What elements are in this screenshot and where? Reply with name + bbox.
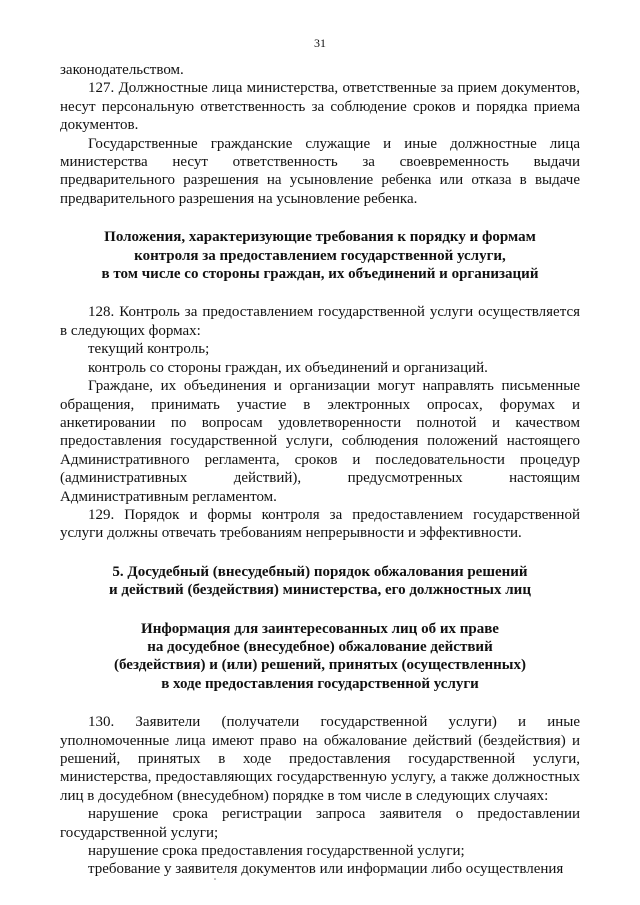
- heading-line: 5. Досудебный (внесудебный) порядок обжалования решений: [112, 563, 528, 580]
- page-number: 31: [314, 36, 326, 50]
- list-item-registration-deadline: нарушение срока регистрации запроса заявителя о предоставлении государственной услуги;: [60, 806, 580, 841]
- paragraph-130: 130. Заявители (получатели государственной услуги) и иные уполномоченные лица имеют право на обжалование действий (бездействия) и решений, принятых в ходе предоставления государственной услуги, министерства, предоставляющих государственную услугу, а также должностных лиц в досудебном (внесудебном) порядке в том числе в следующих случаях:: [60, 714, 580, 804]
- heading-line: (бездействия) и (или) решений, принятых (осуществленных): [114, 657, 526, 674]
- paragraph-civil-servants: Государственные гражданские служащие и иные должностные лица министерства несут ответственность за своевременность выдачи предварительного разрешения на усыновление ребенка или отказа в выдаче предварительного разрешения на усыновление ребенка.: [60, 135, 580, 207]
- paragraph-continuation: законодательством.: [60, 62, 184, 78]
- heading-line: Положения, характеризующие требования к порядку и формам: [104, 229, 536, 246]
- list-item-service-deadline: нарушение срока предоставления государственной услуги;: [88, 843, 465, 860]
- scan-speck: [214, 878, 216, 880]
- paragraph-128: 128. Контроль за предоставлением государственной услуги осуществляется в следующих формах:: [60, 304, 580, 339]
- list-item-public-control: контроль со стороны граждан, их объединений и организаций.: [88, 359, 488, 376]
- heading-appeal-information: [60, 620, 580, 694]
- heading-line: в том числе со стороны граждан, их объединений и организаций: [101, 266, 539, 283]
- heading-line: и действий (бездействия) министерства, его должностных лиц: [109, 582, 531, 599]
- heading-section-5: [60, 563, 580, 600]
- paragraph-citizens: Граждане, их объединения и организации могут направлять письменные обращения, принимать участие в электронных опросах, форумах и анкетировании по вопросам удовлетворенности полнотой и качеством предоставления государственной услуги, соблюдения положений настоящего Административного регламента, сроков и последовательности процедур (административных действий), предусмотренных настоящим Административным регламентом.: [60, 378, 580, 505]
- heading-line: Информация для заинтересованных лиц об их праве: [141, 620, 499, 637]
- heading-line: в ходе предоставления государственной услуги: [161, 675, 479, 692]
- document-body: [60, 61, 580, 879]
- list-item-document-demand: требование у заявителя документов или информации либо осуществления: [88, 861, 564, 878]
- list-item-current-control: текущий контроль;: [88, 341, 210, 358]
- paragraph-129: 129. Порядок и формы контроля за предоставлением государственной услуги должны отвечать требованиям непрерывности и эффективности.: [60, 506, 580, 542]
- paragraph-127: 127. Должностные лица министерства, ответственные за прием документов, несут персональную ответственность за соблюдение сроков и порядка приема документов.: [60, 80, 580, 134]
- heading-line: на досудебное (внесудебное) обжалование действий: [147, 638, 493, 655]
- heading-line: контроля за предоставлением государственной услуги,: [134, 247, 506, 264]
- heading-control-requirements: [60, 228, 580, 283]
